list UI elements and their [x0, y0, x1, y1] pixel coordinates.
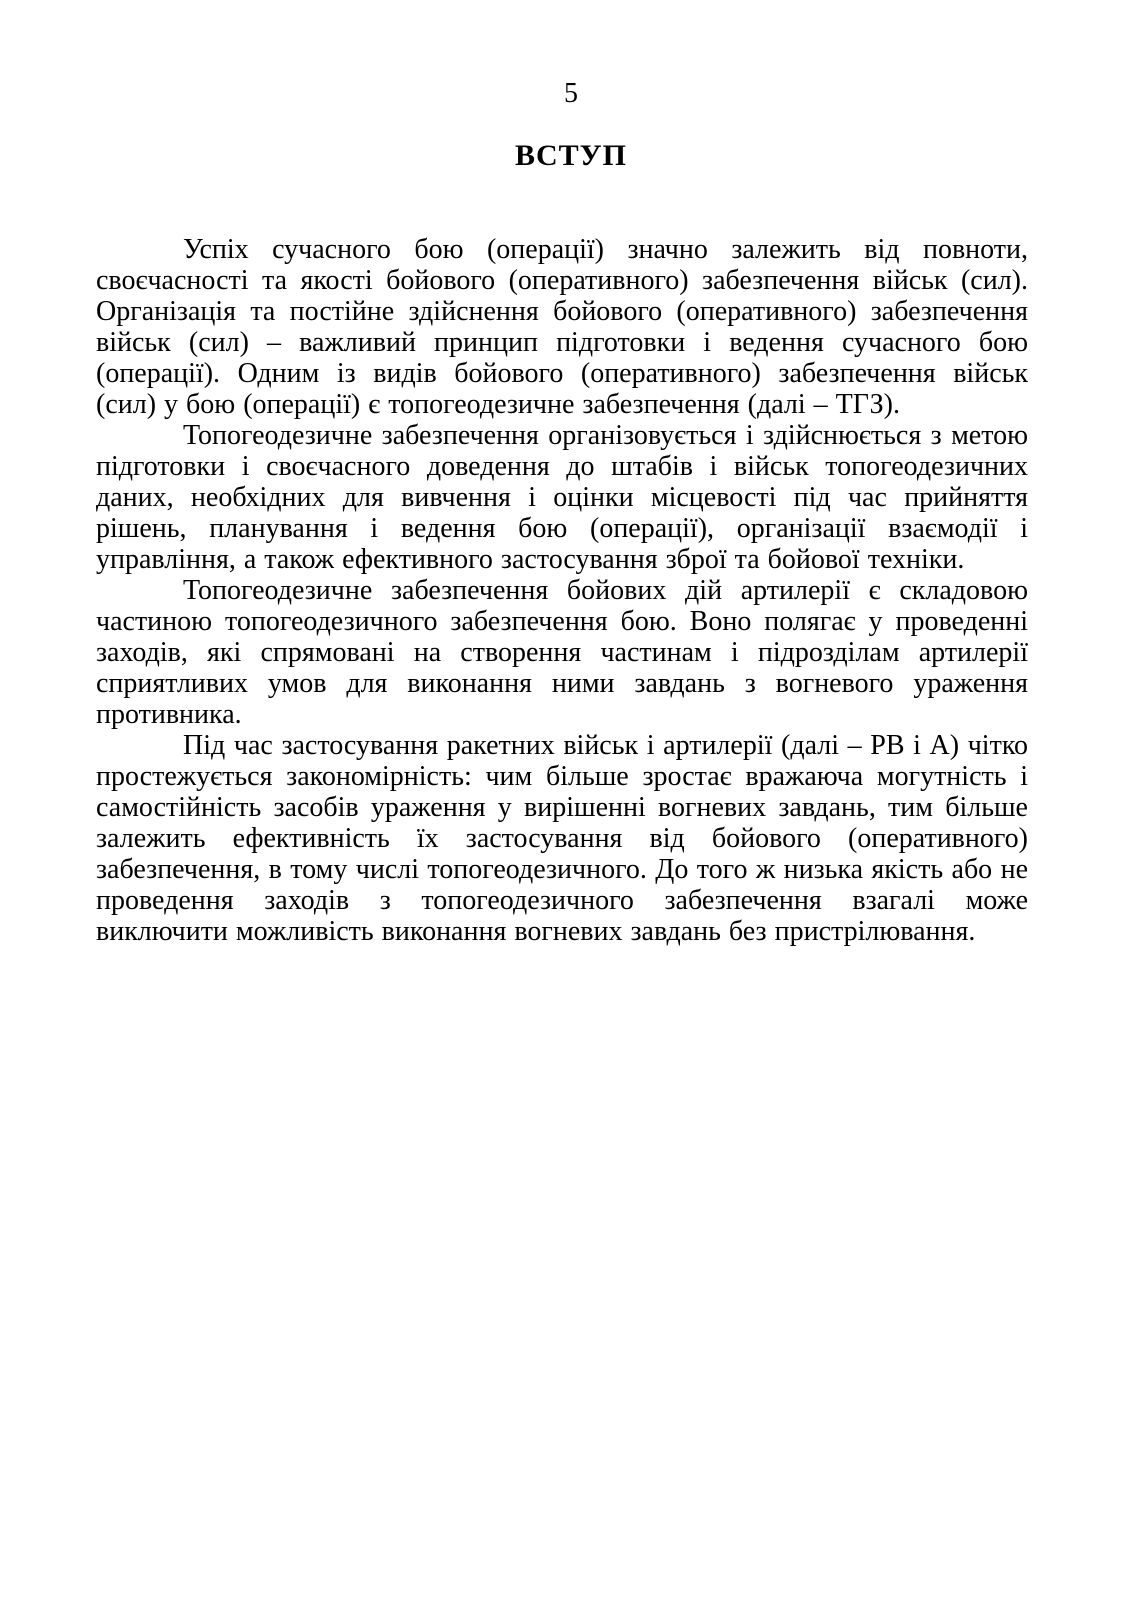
- paragraph-4: Під час застосування ракетних військ і артилерії (далі – РВ і А) чітко простежується закономірність: чим більше зростає вражаюча могутність і самостійність засобів ураження у вирішенні вогневих завдань, тим більше залежить ефективність їх застосування від бойового (оперативного) забезпечення, в тому числі топогеодезичного. До того ж низька якість або не проведення заходів з топогеодезичного забезпечення взагалі може виключити можливість виконання вогневих завдань без пристрілювання.: [96, 730, 1028, 948]
- page-number: 5: [564, 78, 578, 109]
- paragraph-3: Топогеодезичне забезпечення бойових дій артилерії є складовою частиною топогеодезичного забезпечення бою. Воно полягає у проведенні заходів, які спрямовані на створення частинам і підрозділам артилерії сприятливих умов для виконання ними завдань з вогневого ураження противника.: [96, 575, 1028, 731]
- paragraph-2: Топогеодезичне забезпечення організовується і здійснюється з метою підготовки і своєчасного доведення до штабів і військ топогеодезичних даних, необхідних для вивчення і оцінки місцевості під час прийняття рішень, планування і ведення бою (операції), організації взаємодії і управління, а також ефективного застосування зброї та бойової техніки.: [96, 420, 1028, 576]
- document-title: ВСТУП: [514, 139, 628, 172]
- paragraph-1: Успіх сучасного бою (операції) значно залежить від повноти, своєчасності та якості бойового (оперативного) забезпечення військ (сил). Організація та постійне здійснення бойового (оперативного) забезпечення військ (сил) – важливий принцип підготовки і ведення сучасного бою (операції). Одним із видів бойового (оперативного) забезпечення військ (сил) у бою (операції) є топогеодезичне забезпечення (далі – ТГЗ).: [96, 234, 1028, 421]
- document-body: [0, 193, 1142, 947]
